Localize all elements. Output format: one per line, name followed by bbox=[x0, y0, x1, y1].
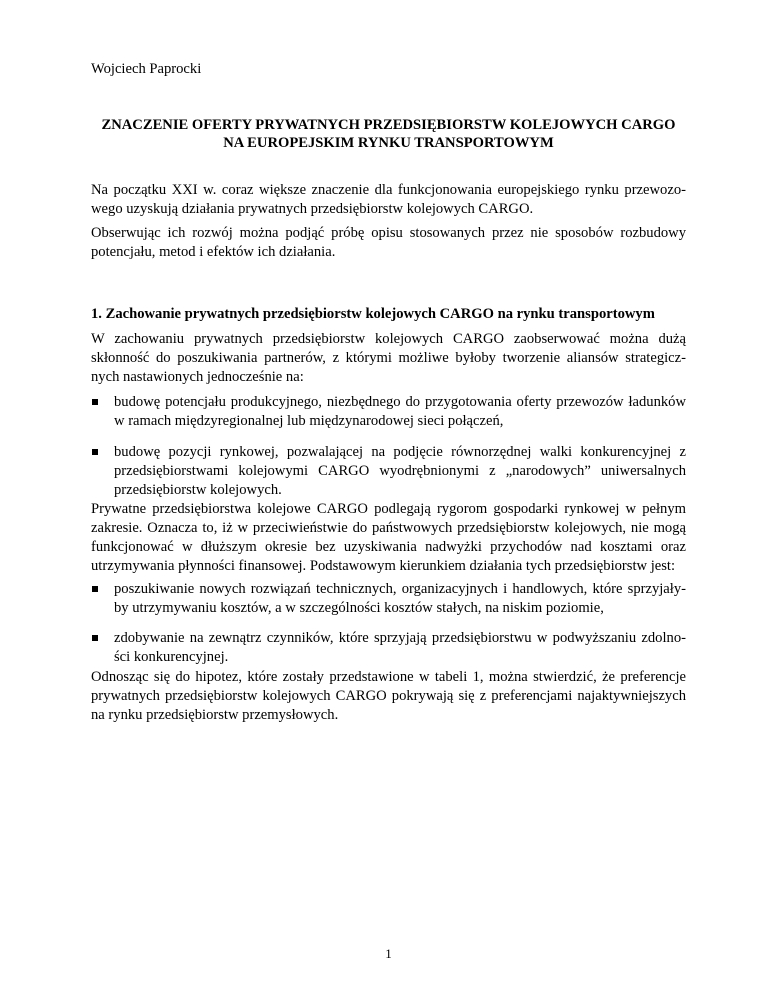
text-line: funkcjonować w dłuższym okresie bez uzyskiwania nadwyżki przychodów nad kosztami oraz bbox=[91, 539, 686, 555]
text-line: skłonność do poszukiwania partnerów, z którymi możliwe byłoby tworzenie aliansów strategicz- bbox=[91, 350, 686, 366]
intro-paragraph-1 bbox=[91, 181, 686, 219]
text-line: ści konkurencyjnej. bbox=[114, 649, 229, 665]
intro-paragraph-2 bbox=[91, 224, 686, 262]
text-line: przedsiębiorstwami kolejowymi CARGO wyodrębnionymi z „narodowych” uniwersalnych bbox=[114, 463, 686, 479]
text-line: Prywatne przedsiębiorstwa kolejowe CARGO podlegają rygorom gospodarki rynkowej w pełnym bbox=[91, 501, 686, 517]
square-bullet-icon bbox=[92, 449, 98, 455]
text-line: budowę potencjału produkcyjnego, niezbędnego do przygotowania oferty przewozów ładunków bbox=[114, 394, 686, 410]
text-line: wego uzyskują działania prywatnych przedsiębiorstw kolejowych CARGO. bbox=[91, 201, 534, 217]
text-line: prywatnych przedsiębiorstw kolejowych CARGO pokrywają się z preferencjami najaktywniejszych bbox=[91, 688, 686, 704]
text-line: przedsiębiorstw kolejowych. bbox=[114, 482, 282, 498]
text-line: budowę pozycji rynkowej, pozwalającej na podjęcie równorzędnej walki konkurencyjnej z bbox=[114, 444, 686, 460]
bullet-text bbox=[114, 393, 686, 431]
text-line: poszukiwanie nowych rozwiązań technicznych, organizacyjnych i handlowych, które sprzyjały- bbox=[114, 581, 686, 597]
square-bullet-icon bbox=[92, 586, 98, 592]
text-line: utrzymywania płynności finansowej. Podstawowym kierunkiem działania tych przedsiębiorstw jest: bbox=[91, 558, 676, 574]
section-paragraph-3 bbox=[91, 668, 686, 725]
bullet-text bbox=[114, 580, 686, 618]
bullet-text bbox=[114, 629, 686, 667]
document-page bbox=[91, 0, 686, 994]
text-line: W zachowaniu prywatnych przedsiębiorstw kolejowych CARGO zaobserwować można dużą bbox=[91, 331, 686, 347]
text-line: Na początku XXI w. coraz większe znaczenie dla funkcjonowania europejskiego rynku przewozo- bbox=[91, 182, 686, 198]
text-line: na rynku przedsiębiorstw przemysłowych. bbox=[91, 707, 339, 723]
text-line: zakresie. Oznacza to, iż w przeciwieństwie do państwowych przedsiębiorstw kolejowych, nie mogą bbox=[91, 520, 686, 536]
text-line: nych nastawionych jednocześnie na: bbox=[91, 369, 304, 385]
bullet-text bbox=[114, 443, 686, 500]
text-line: w ramach międzyregionalnej lub międzynarodowej sieci połączeń, bbox=[114, 413, 504, 429]
text-line: Obserwując ich rozwój można podjąć próbę opisu stosowanych przez nie sposobów rozbudowy bbox=[91, 225, 686, 241]
section-paragraph-1 bbox=[91, 330, 686, 387]
text-line: Odnosząc się do hipotez, które zostały przedstawione w tabeli 1, można stwierdzić, że preferencje bbox=[91, 669, 686, 685]
text-line: potencjału, metod i efektów ich działania. bbox=[91, 244, 336, 260]
square-bullet-icon bbox=[92, 635, 98, 641]
author-name: Wojciech Paprocki bbox=[91, 61, 202, 77]
square-bullet-icon bbox=[92, 399, 98, 405]
section-paragraph-2 bbox=[91, 500, 686, 576]
text-line: by utrzymywaniu kosztów, a w szczególności kosztów stałych, na niskim poziomie, bbox=[114, 600, 604, 616]
title-line: ZNACZENIE OFERTY PRYWATNYCH PRZEDSIĘBIORSTW KOLEJOWYCH CARGO bbox=[101, 117, 676, 133]
title-line: NA EUROPEJSKIM RYNKU TRANSPORTOWYM bbox=[223, 135, 554, 151]
document-title bbox=[91, 116, 686, 152]
page-number: 1 bbox=[385, 946, 392, 961]
section-heading: 1. Zachowanie prywatnych przedsiębiorstw kolejowych CARGO na rynku transportowym bbox=[91, 306, 655, 322]
text-line: zdobywanie na zewnątrz czynników, które sprzyjają przedsiębiorstwu w podwyższaniu zdolno- bbox=[114, 630, 686, 646]
